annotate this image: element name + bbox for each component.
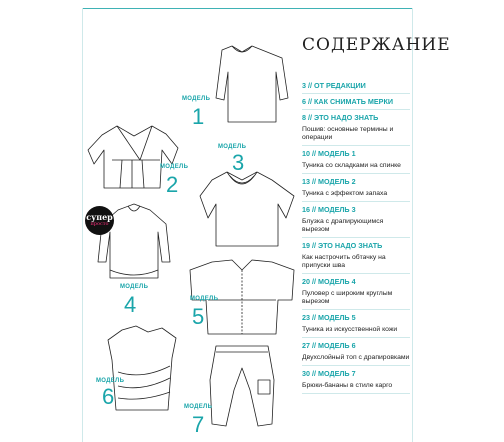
model-1-number: 1 [192,104,205,129]
badge-line-2: просто [90,221,109,227]
toc-item[interactable] [302,78,410,94]
model-6-label: МОДЕЛЬ [96,378,125,384]
model-1-label: МОДЕЛЬ [182,96,211,102]
toc-item-heading: 6 // КАК СНИМАТЬ МЕРКИ [302,97,393,106]
model-2-number: 2 [166,172,179,197]
model-3-number: 3 [232,150,245,175]
toc-item[interactable] [302,94,410,110]
toc-item-heading: 27 // МОДЕЛЬ 6 [302,341,356,350]
model-5-number: 5 [192,304,205,329]
model-5-label: МОДЕЛЬ [190,296,219,302]
model-4-label: МОДЕЛЬ [120,284,149,290]
model-6-sketch [108,326,176,410]
toc-item[interactable] [302,310,410,338]
page-title: СОДЕРЖАНИЕ [302,35,451,55]
model-1-sketch [216,46,288,122]
toc-item[interactable] [302,338,410,366]
toc-item-heading: 20 // МОДЕЛЬ 4 [302,277,356,286]
model-2-sketch [88,126,178,188]
toc-item[interactable] [302,146,410,174]
toc-item-heading: 23 // МОДЕЛЬ 5 [302,313,356,322]
toc-item[interactable] [302,202,410,238]
toc-item[interactable] [302,274,410,310]
model-7-number: 7 [192,412,205,437]
model-7-sketch [210,346,274,426]
toc-item-description: Пошив: основные термины и операции [302,126,394,141]
toc-item-heading: 30 // МОДЕЛЬ 7 [302,369,356,378]
toc-item-description: Туника из искусственной кожи [302,326,398,333]
toc-item-heading: 3 // ОТ РЕДАКЦИИ [302,81,366,90]
toc-item[interactable] [302,238,410,274]
model-3-sketch [200,172,294,246]
super-easy-badge [85,206,114,235]
toc-item-heading: 13 // МОДЕЛЬ 2 [302,177,356,186]
table-of-contents [302,78,410,394]
toc-item-description: Туника со складками на спинке [302,162,401,169]
toc-item-description: Двухслойный топ с драпировками [302,354,410,361]
toc-item-heading: 16 // МОДЕЛЬ 3 [302,205,356,214]
model-7-label: МОДЕЛЬ [184,404,213,410]
toc-item-description: Блузка с драпирующимся вырезом [302,218,384,233]
model-2-label: МОДЕЛЬ [160,164,189,170]
toc-item-heading: 8 // ЭТО НАДО ЗНАТЬ [302,113,379,122]
model-6-number: 6 [102,384,115,409]
toc-item[interactable] [302,366,410,394]
garment-sketches-svg [82,0,297,442]
garment-illustrations [82,0,297,442]
model-4-number: 4 [124,292,137,317]
toc-item-description: Пуловер с широким круглым вырезом [302,290,393,305]
toc-item-heading: 10 // МОДЕЛЬ 1 [302,149,356,158]
right-frame-line [412,8,413,442]
toc-item[interactable] [302,174,410,202]
model-3-label: МОДЕЛЬ [218,144,247,150]
badge-line-1: супер [86,212,113,222]
toc-item-description: Туника с эффектом запаха [302,190,388,197]
toc-item-description: Как настрочить обтачку на припуски шва [302,254,386,269]
toc-item[interactable] [302,110,410,146]
toc-item-heading: 19 // ЭТО НАДО ЗНАТЬ [302,241,383,250]
toc-item-description: Брюки-бананы в стиле карго [302,382,393,389]
